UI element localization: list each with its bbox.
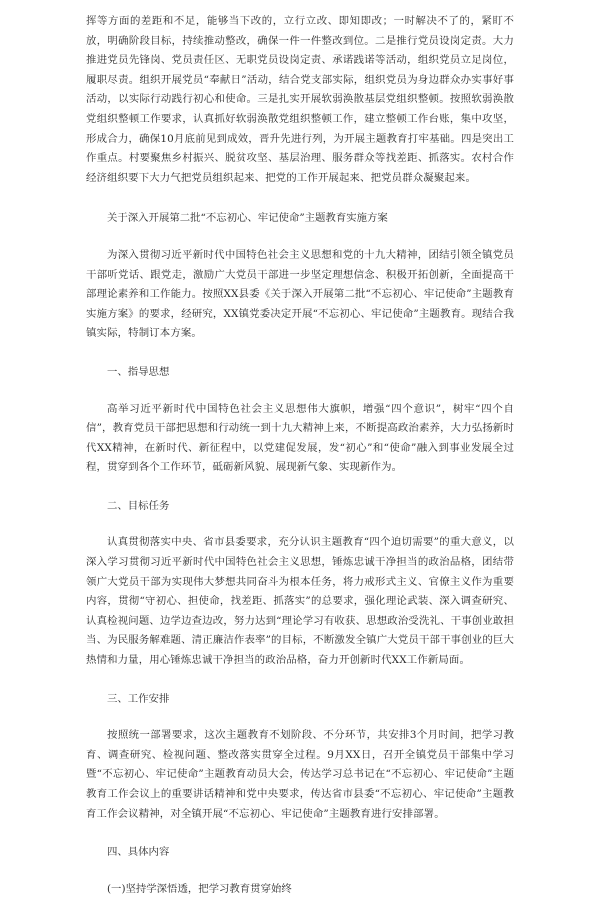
section-heading-goals: 二、目标任务 [107,499,170,512]
section-heading-work-arrangement: 三、工作安排 [107,692,170,705]
document-title: 关于深入开展第二批“不忘初心、牢记使命”主题教育实施方案 [107,212,388,225]
body-paragraph-continued: 挥等方面的差距和不足，能够当下改的，立行立改、即知即改；一时解决不了的，紧盯不放，明确阶段目标，持续推动整改，确保一件一件整改到位。二是推行党员设岗定责。大力推进党员先锋岗、党员责任区、无职党员设岗定责、承诺践诺等活动，组织党员立足岗位，履职尽责。组织开展党员“奉献日”活动，结合党支部实际，组织党员为身边群众办实事好事活动，以实际行动践行初心和使命。三是扎实开展软弱涣散基层党组织整顿。按照软弱涣散党组织整顿工作要求，认真抓好软弱涣散党组织整顿工作，建立整顿工作台账，集中攻坚，形成合力，确保10月底前见到成效，晋升先进行列，为开展主题教育打牢基础。四是突出工作重点。村要聚焦乡村振兴、脱贫攻坚、基层治理、服务群众等找差距、抓落实。农村合作经济组织要下大力气把党员组织起来、把党的工作开展起来、把党员群众凝聚起来。 [86,15,514,184]
work-arrangement-paragraph: 按照统一部署要求，这次主题教育不划阶段、不分环节，共安排3个月时间，把学习教育、调查研究、检视问题、整改落实贯穿全过程。9月XX日，召开全镇党员干部集中学习暨“不忘初心、牢记使命”主题教育动员大会，传达学习总书记在“不忘初心、牢记使命”主题教育工作会议上的重要讲话精神和党中央要求，传达省市县委“不忘初心、牢记使命”主题教育工作会议精神，对全镇开展“不忘初心、牢记使命”主题教育进行安排部署。 [86,729,514,820]
section-heading-guiding-thought: 一、指导思想 [107,365,170,378]
guiding-thought-paragraph: 高举习近平新时代中国特色社会主义思想伟大旗帜，增强“四个意识”，树牢“四个自信”，教育党员干部把思想和行动统一到十九大精神上来，不断提高政治素养，大力弘扬新时代XX精神，在新时代、新征程中，以党建促发展，发“初心”和“使命”融入到事业发展全过程，贯穿到各个工作环节，砥砺新风貌、展现新气象、实现新作为。 [86,402,514,474]
subsection-heading-study: (一)坚持学深悟透，把学习教育贯穿始终 [107,882,292,895]
goals-paragraph: 认真贯彻落实中央、省市县委要求，充分认识主题教育“四个迫切需要”的重大意义，以深入学习贯彻习近平新时代中国特色社会主义思想，锤炼忠诚干净担当的政治品格，团结带领广大党员干部为实现伟大梦想共同奋斗为根本任务，将力戒形式主义、官僚主义作为重要内容，贯彻“守初心、担使命，找差距、抓落实”的总要求，强化理论武装、深入调查研究、认真检视问题、边学边查边改，努力达到“理论学习有收获、思想政治受洗礼、干事创业敢担当、为民服务解难题、清正廉洁作表率”的目标，不断激发全镇广大党员干部干事创业的巨大热情和力量，用心锤炼忠诚干净担当的政治品格，奋力开创新时代XX工作新局面。 [86,536,514,667]
section-heading-specific-content: 四、具体内容 [107,846,170,859]
intro-paragraph: 为深入贯彻习近平新时代中国特色社会主义思想和党的十九大精神，团结引领全镇党员干部听党话、跟党走，激励广大党员干部进一步坚定理想信念、积极开拓创新，全面提高干部理论素养和工作能力。按照XX县委《关于深入开展第二批“不忘初心、牢记使命”主题教育实施方案》的要求，经研究，XX镇党委决定开展“不忘初心、牢记使命”主题教育。现结合我镇实际，特制订本方案。 [86,248,514,340]
